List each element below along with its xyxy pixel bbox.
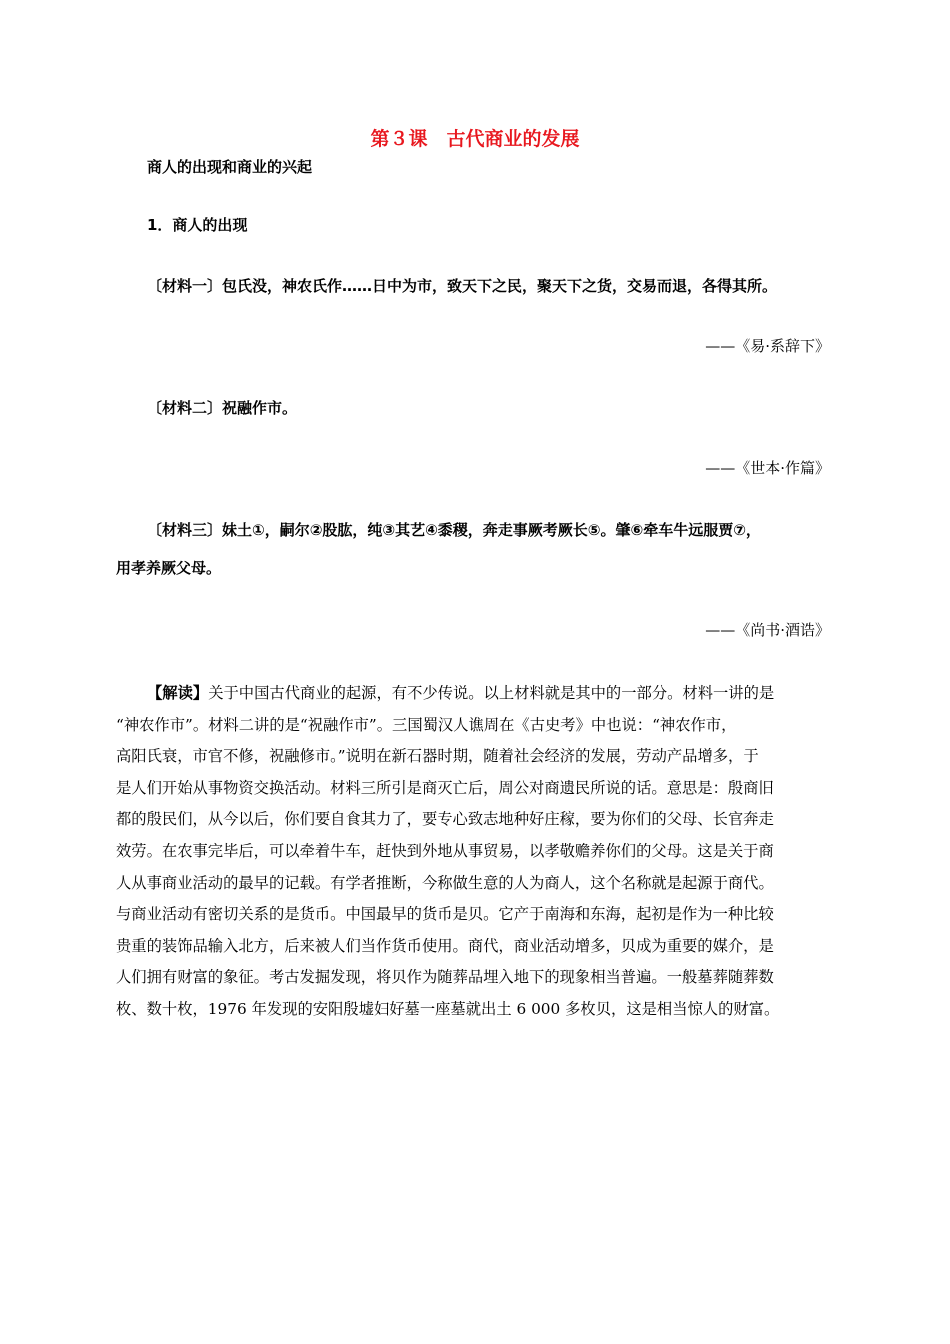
reading-paragraph: [116, 678, 836, 1026]
reading-label: 【解读】: [147, 684, 209, 702]
reading-line: [116, 678, 836, 710]
material-one-source: ——《易·系辞下》: [705, 337, 830, 355]
reading-line: 是人们开始从事物资交换活动。材料三所引是商灭亡后，周公对商遗民所说的话。意思是：殷商旧: [116, 778, 774, 797]
reading-line: 人们拥有财富的象征。考古发掘发现，将贝作为随葬品埋入地下的现象相当普遍。一般墓葬随葬数: [116, 968, 774, 987]
reading-line: 高阳氏衰，市官不修，祝融修市。”说明在新石器时期，随着社会经济的发展，劳动产品增多，于: [116, 747, 759, 766]
subsection-heading: 1．商人的出现: [147, 216, 248, 234]
material-one-text: 〔材料一〕包氏没，神农氏作……日中为市，致天下之民，聚天下之货，交易而退，各得其所。: [147, 277, 778, 295]
section-heading: 商人的出现和商业的兴起: [147, 158, 313, 176]
reading-line: 效劳。在农事完毕后，可以牵着牛车，赶快到外地从事贸易，以孝敬赡养你们的父母。这是关于商: [116, 841, 774, 860]
reading-line: “神农作市”。材料二讲的是“祝融作市”。三国蜀汉人谯周在《古史考》中也说：“神农作市，: [116, 715, 737, 734]
material-two-source: ——《世本·作篇》: [705, 459, 830, 477]
reading-line: 人从事商业活动的最早的记载。有学者推断，今称做生意的人为商人，这个名称就是起源于商代。: [116, 873, 774, 892]
reading-line: 枚、数十枚，1976 年发现的安阳殷墟妇好墓一座墓就出土 6 000 多枚贝，这是相当惊人的财富。: [116, 999, 780, 1018]
page-title: 第３课 古代商业的发展: [370, 128, 580, 150]
material-three-text-line1: 〔材料三〕妹土①，嗣尔②股肱，纯③其艺④黍稷，奔走事厥考厥长⑤。肇⑥牵车牛远服贾⑦，: [147, 521, 761, 539]
reading-line: 与商业活动有密切关系的是货币。中国最早的货币是贝。它产于南海和东海，起初是作为一种比较: [116, 905, 774, 924]
reading-line-text: 关于中国古代商业的起源，有不少传说。以上材料就是其中的一部分。材料一讲的是: [208, 684, 775, 702]
material-three-source: ——《尚书·酒诰》: [705, 621, 830, 639]
reading-line: 都的殷民们，从今以后，你们要自食其力了，要专心致志地种好庄稼，要为你们的父母、长官奔走: [116, 810, 774, 829]
material-three-text-line2: 用孝养厥父母。: [116, 559, 222, 577]
reading-line: 贵重的装饰品输入北方，后来被人们当作货币使用。商代，商业活动增多，贝成为重要的媒介，是: [116, 936, 774, 955]
material-two-text: 〔材料二〕祝融作市。: [147, 399, 298, 417]
